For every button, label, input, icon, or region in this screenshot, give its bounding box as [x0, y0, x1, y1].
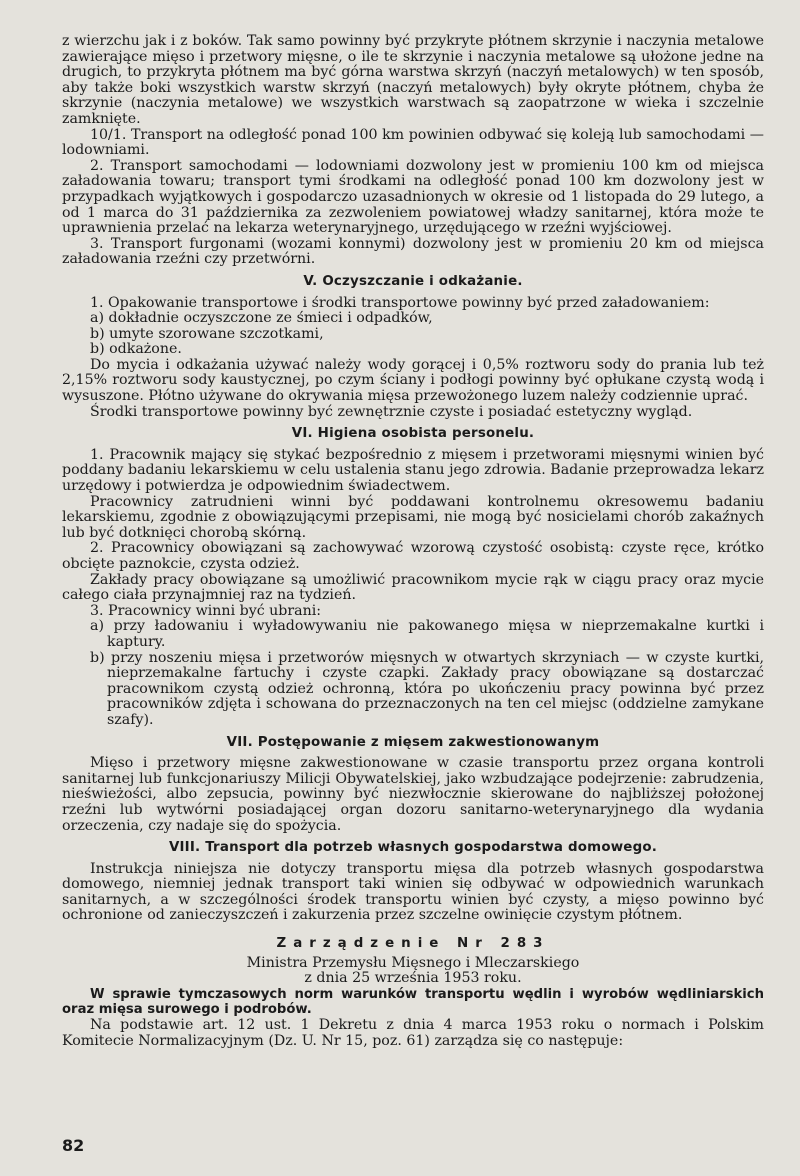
section-5-item-a: a) dokładnie oczyszczone ze śmieci i odpadków, — [90, 310, 433, 327]
transport-paragraph-2: 2. Transport samochodami — lodowniami dozwolony jest w promieniu 100 km od miejsca załadowania towaru; transport tymi środkami na odległość ponad 100 km dozwolony jest w przypadkach wyjątkowych i gospodarczo uzasadnionych w okresie od 1 listopada do 29 lutego, a od 1 marca do 31 października za zezwoleniem powiatowej władzy sanitarnej, która może te uprawnienia przelać na lekarza weterynaryjnego, urzędującego w rzeźni wyjściowej. — [62, 157, 764, 237]
order-basis: Na podstawie art. 12 ust. 1 Dekretu z dnia 4 marca 1953 roku o normach i Polskim Komitecie Normalizacyjnym (Dz. U. Nr 15, poz. 61) zarządza się co następuje: — [62, 1017, 764, 1049]
section-6-paragraph-4: Zakłady pracy obowiązane są umożliwić pracownikom mycie rąk w ciągu pracy oraz mycie całego ciała przynajmniej raz na tydzień. — [62, 571, 764, 604]
section-5-paragraph-3: Środki transportowe powinny być zewnętrznie czyste i posiadać estetyczny wygląd. — [90, 403, 693, 420]
section-7-paragraph-1: Mięso i przetwory mięsne zakwestionowane w czasie transportu przez organa kontroli sanitarnej lub funkcjonariuszy Milicji Obywatelskiej, jako wzbudzające podejrzenie: zabrudzenia, nieświeżości, albo zepsucia, powinny być niezwłocznie skierowane do najbliższej położonej rzeźni lub wytwórni posiadającej organ dozoru sanitarno-weterynaryjnego dla wydania orzeczenia, czy nadaje się do spożycia. — [62, 755, 764, 834]
transport-paragraph-1: 10/1. Transport na odległość ponad 100 km powinien odbywać się koleją lub samochodami — lodowniami. — [62, 126, 764, 159]
section-5-item-c: b) odkażone. — [90, 341, 182, 358]
section-5-paragraph-1: 1. Opakowanie transportowe i środki transportowe powinny być przed załadowaniem: — [90, 294, 710, 311]
intro-paragraph: z wierzchu jak i z boków. Tak samo powinny być przykryte płótnem skrzynie i naczynia metalowe zawierające mięso i przetwory mięsne, o ile te skrzynie i naczynia metalowe są ułożone jedne na drugich, to przykryta płótnem ma być górna warstwa skrzyń (naczyń metalowych) w ten sposób, aby także boki wszystkich warstw skrzyń (naczyń metalowych) były okryte płótnem, chyba że skrzynie (naczynia metalowe) we wszystkich warstwach są zaopatrzone w wieka i szczelnie zamknięte. — [62, 33, 764, 127]
section-6-item-b: b) przy noszeniu mięsa i przetworów mięsnych w otwartych skrzyniach — w czyste kurtki, nieprzemakalne fartuchy i czyste czapki. Zakłady pracy obowiązane są dostarczać pracownikom czystą odzież ochronną, która po ukończeniu pracy powinna być przez pracowników zdjęta i schowana do przeznaczonych na ten cel miejsc (oddzielne zamykane szafy). — [90, 649, 764, 728]
section-6-paragraph-3: 2. Pracownicy obowiązani są zachowywać wzorową czystość osobistą: czyste ręce, krótko obcięte paznokcie, czysta odzież. — [62, 540, 764, 572]
section-6-paragraph-1: 1. Pracownik mający się stykać bezpośrednio z mięsem i przetworami mięsnymi winien być poddany badaniu lekarskiemu w celu ustalenia stanu jego zdrowia. Badanie przeprowadza lekarz urzędowy i potwierdza je odpowiednim świadectwem. — [62, 446, 764, 495]
section-5-paragraph-2: Do mycia i odkażania używać należy wody gorącej i 0,5% roztworu sody do prania lub też 2,15% roztworu sody kaustycznej, po czym ściany i podłogi powinny być opłukane czystą wodą i wysuszone. Płótno używane do okrywania mięsa przewożonego luzem należy codziennie uprać. — [62, 356, 764, 405]
section-5-item-b: b) umyte szorowane szczotkami, — [90, 325, 324, 342]
section-8-title: VIII. Transport dla potrzeb własnych gospodarstwa domowego. — [168, 840, 658, 856]
section-6-paragraph-5: 3. Pracownicy winni być ubrani: — [90, 602, 322, 619]
section-5-title: V. Oczyszczanie i odkażanie. — [303, 273, 523, 289]
section-6-title: VI. Higiena osobista personelu. — [291, 426, 535, 442]
order-date: z dnia 25 września 1953 roku. — [304, 970, 522, 987]
order-heading: Zarządzenie Nr 283 — [276, 936, 550, 952]
page-number: 82 — [62, 1136, 85, 1156]
transport-paragraph-3: 3. Transport furgonami (wozami konnymi) dozwolony jest w promieniu 20 km od miejsca załadowania rzeźni czy przetwórni. — [62, 235, 764, 268]
section-6-item-a: a) przy ładowaniu i wyładowywaniu nie pakowanego mięsa w nieprzemakalne kurtki i kaptury. — [90, 618, 764, 650]
section-6-paragraph-2: Pracownicy zatrudnieni winni być poddawani kontrolnemu okresowemu badaniu lekarskiemu, zgodnie z obowiązującymi przepisami, nie mogą być nosicielami chorób zakaźnych lub być dotknięci chorobą skórną. — [62, 493, 764, 541]
order-issuer: Ministra Przemysłu Mięsnego i Mleczarskiego — [246, 954, 580, 971]
section-7-title: VII. Postępowanie z mięsem zakwestionowanym — [226, 734, 600, 750]
section-8-paragraph-1: Instrukcja niniejsza nie dotyczy transportu mięsa dla potrzeb własnych gospodarstwa domowego, niemniej jednak transport taki winien się odbywać w odpowiednich warunkach sanitarnych, a w szczególności środek transportu winien być czysty, a mięso powinno być ochronione od zanieczyszczeń i zakurzenia przez szczelne owinięcie czystym płótnem. — [62, 860, 764, 924]
order-subject: W sprawie tymczasowych norm warunków transportu wędlin i wyrobów wędliniarskich oraz mięsa surowego i podrobów. — [62, 986, 764, 1018]
